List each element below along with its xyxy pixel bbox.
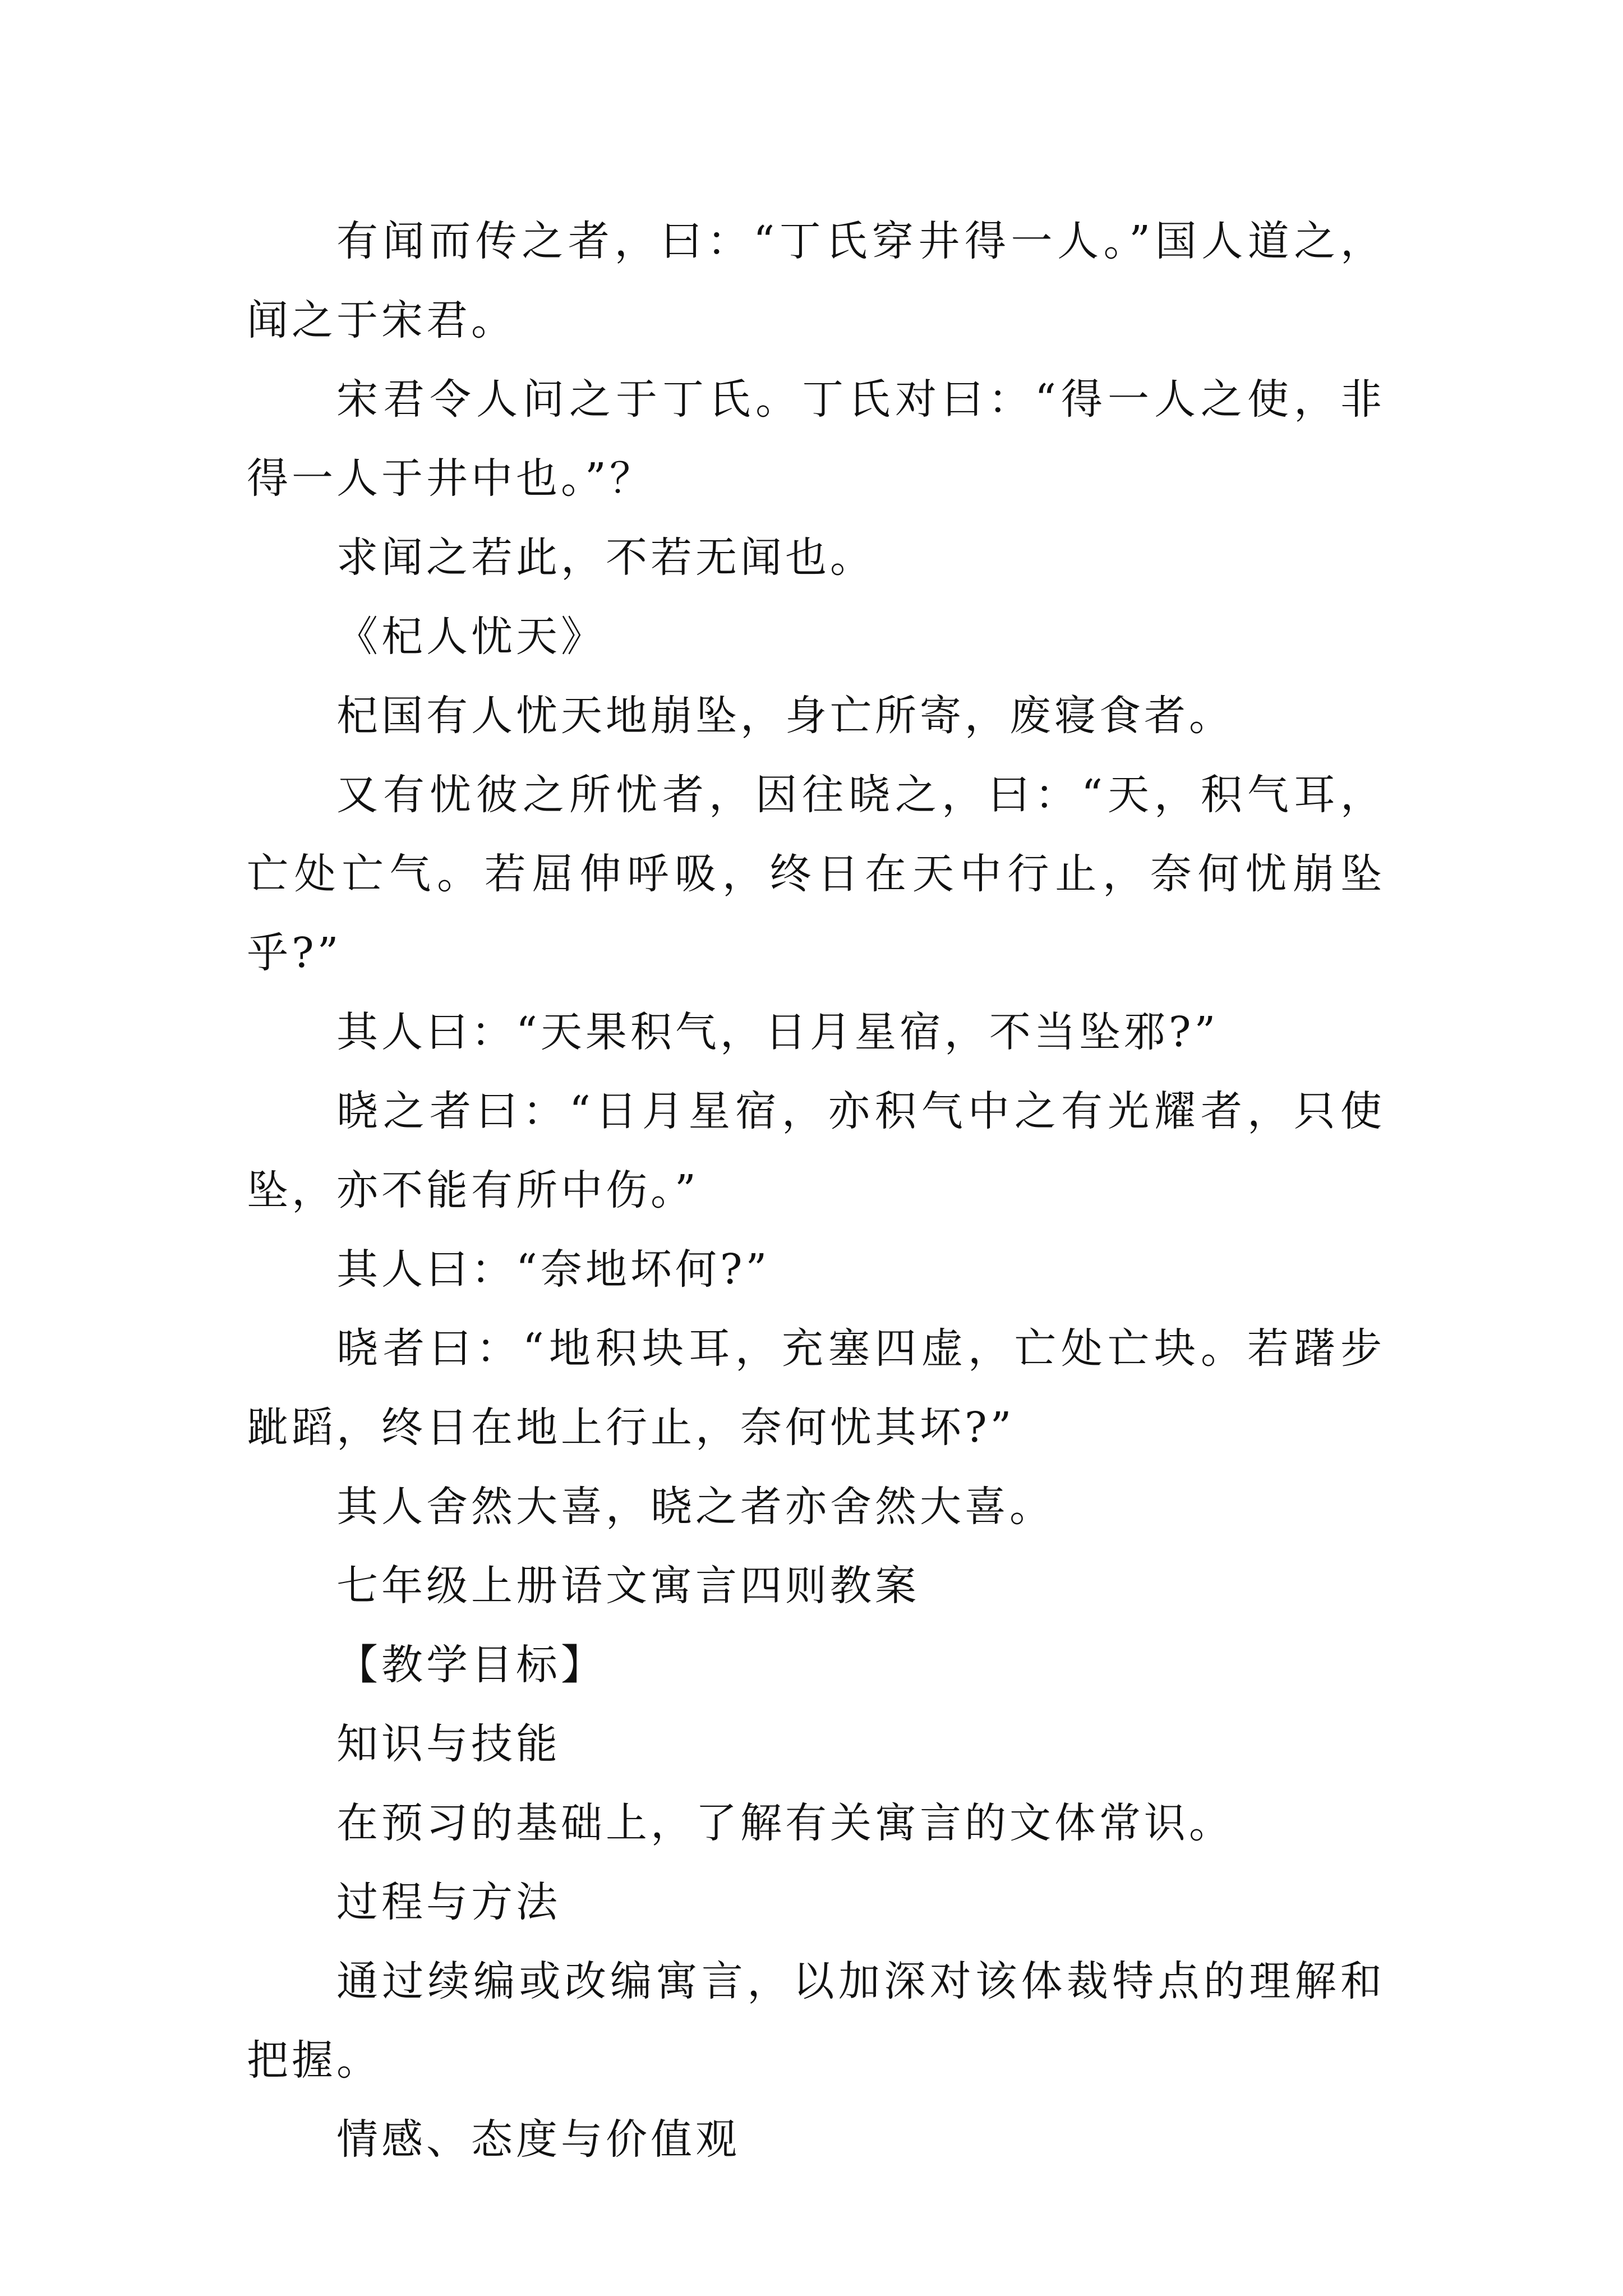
subheading: 情感、态度与价值观 [336, 2115, 740, 2164]
document-body [247, 202, 1385, 2179]
paragraph: 有闻而传之者，曰：“丁氏穿井得一人。”国人道之，闻之于宋君。 [247, 217, 1385, 344]
subheading: 过程与方法 [336, 1878, 561, 1926]
paragraph: 其人曰：“天果积气，日月星宿，不当坠邪?” [336, 1008, 1219, 1056]
paragraph: 在预习的基础上，了解有关寓言的文体常识。 [336, 1799, 1234, 1847]
paragraph: 求闻之若此，不若无闻也。 [336, 533, 875, 582]
paragraph: 其人曰：“奈地坏何?” [336, 1245, 771, 1294]
paragraph: 晓者曰：“地积块耳，充塞四虚，亡处亡块。若躇步跐蹈，终日在地上行止，奈何忧其坏?” [247, 1324, 1385, 1452]
paragraph: 通过续编或改编寓言，以加深对该体裁特点的理解和把握。 [247, 1957, 1385, 2085]
section-heading: 【教学目标】 [336, 1641, 606, 1689]
section-title: 七年级上册语文寓言四则教案 [336, 1562, 920, 1610]
paragraph: 其人舍然大喜，晓之者亦舍然大喜。 [336, 1483, 1054, 1531]
paragraph: 杞国有人忧天地崩坠，身亡所寄，废寝食者。 [336, 692, 1234, 740]
paragraph: 晓之者曰：“日月星宿，亦积气中之有光耀者，只使坠，亦不能有所中伤。” [247, 1087, 1385, 1214]
section-title: 《杞人忧天》 [336, 613, 606, 661]
paragraph: 又有忧彼之所忧者，因往晓之，曰：“天，积气耳，亡处亡气。若屈伸呼吸，终日在天中行止，奈何忧崩坠乎?” [247, 771, 1385, 977]
paragraph: 宋君令人问之于丁氏。丁氏对曰：“得一人之使，非得一人于井中也。”？ [247, 375, 1385, 503]
subheading: 知识与技能 [336, 1720, 561, 1768]
